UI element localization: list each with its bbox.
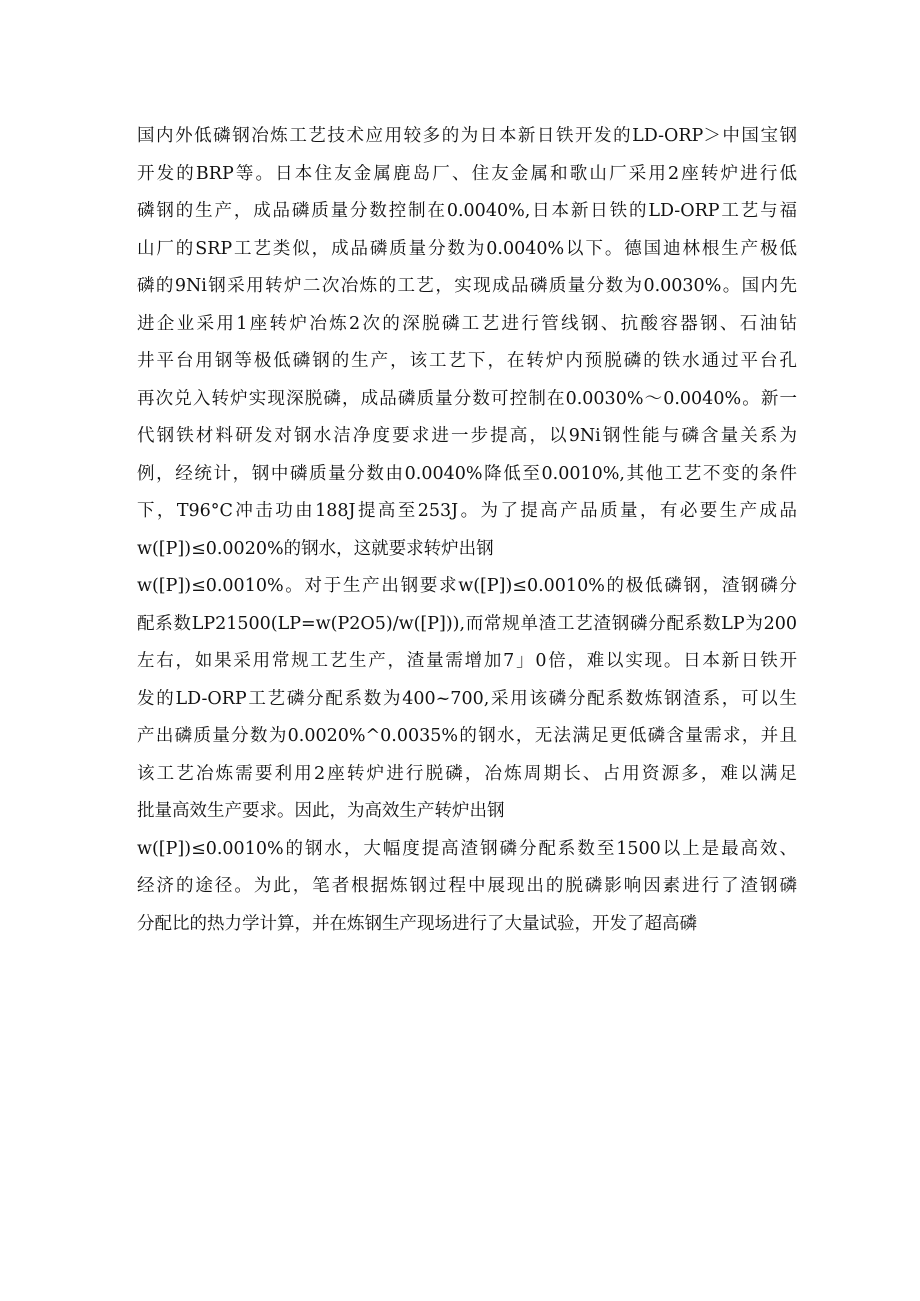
text-line-18: 该工艺冶炼需要利用2座转炉进行脱磷，冶炼周期长、占用资源多，难以满足 [137,763,797,784]
text-line-6: 进企业采用1座转炉冶炼2次的深脱磷工艺进行管线钢、抗酸容器钢、石油钻 [137,313,797,334]
text-line-21: 经济的途径。为此，笔者根据炼钢过程中展现出的脱磷影响因素进行了渣钢磷 [137,876,797,896]
text-line-7: 井平台用钢等极低磷钢的生产，该工艺下，在转炉内预脱磷的铁水通过平台孔 [137,351,797,371]
text-line-8: 再次兑入转炉实现深脱磷，成品磷质量分数可控制在0.0030%～0.0040%。新一 [137,388,797,409]
text-line-14: 配系数LP21500(LP=w(P2O5)/w([P])),而常规单渣工艺渣钢磷分配系数LP为200 [137,613,797,634]
text-line-17: 产出磷质量分数为0.0020%^0.0035%的钢水，无法满足更低磷含量需求，并且 [137,726,797,746]
text-line-22: 分配比的热力学计算，并在炼钢生产现场进行了大量试验，开发了超高磷 [137,913,697,934]
text-line-3: 磷钢的生产，成品磷质量分数控制在0.0040%,日本新日铁的LD-ORP工艺与福 [137,201,797,221]
text-line-5: 磷的9Ni钢采用转炉二次冶炼的工艺，实现成品磷质量分数为0.0030%。国内先 [137,276,797,296]
text-line-20: w([P])≤0.0010%的钢水，大幅度提高渣钢磷分配系数至1500以上是最高效、 [137,838,797,859]
text-line-12: w([P])≤0.0020%的钢水，这就要求转炉出钢 [137,538,494,559]
body-text [137,118,797,943]
text-line-19: 批量高效生产要求。因此，为高效生产转炉出钢 [137,801,505,821]
text-line-13: w([P])≤0.0010%。对于生产出钢要求w([P])≤0.0010%的极低磷钢，渣钢磷分 [137,576,797,596]
text-line-11: 下，T96°C冲击功由188J提高至253J。为了提高产品质量，有必要生产成品 [137,501,797,521]
text-line-10: 例，经统计，钢中磷质量分数由0.0040%降低至0.0010%,其他工艺不变的条件 [137,463,797,484]
text-line-4: 山厂的SRP工艺类似，成品磷质量分数为0.0040%以下。德国迪林根生产极低 [137,238,797,259]
text-line-9: 代钢铁材料研发对钢水洁净度要求进一步提高，以9Ni钢性能与磷含量关系为 [137,426,797,446]
text-line-16: 发的LD-ORP工艺磷分配系数为400~700,采用该磷分配系数炼钢渣系，可以生 [137,688,797,709]
text-line-1: 国内外低磷钢冶炼工艺技术应用较多的为日本新日铁开发的LD-ORP＞中国宝钢 [137,126,797,146]
text-line-15: 左右，如果采用常规工艺生产，渣量需增加7」0倍，难以实现。日本新日铁开 [137,651,797,671]
text-line-2: 开发的BRP等。日本住友金属鹿岛厂、住友金属和歌山厂采用2座转炉进行低 [137,163,797,184]
